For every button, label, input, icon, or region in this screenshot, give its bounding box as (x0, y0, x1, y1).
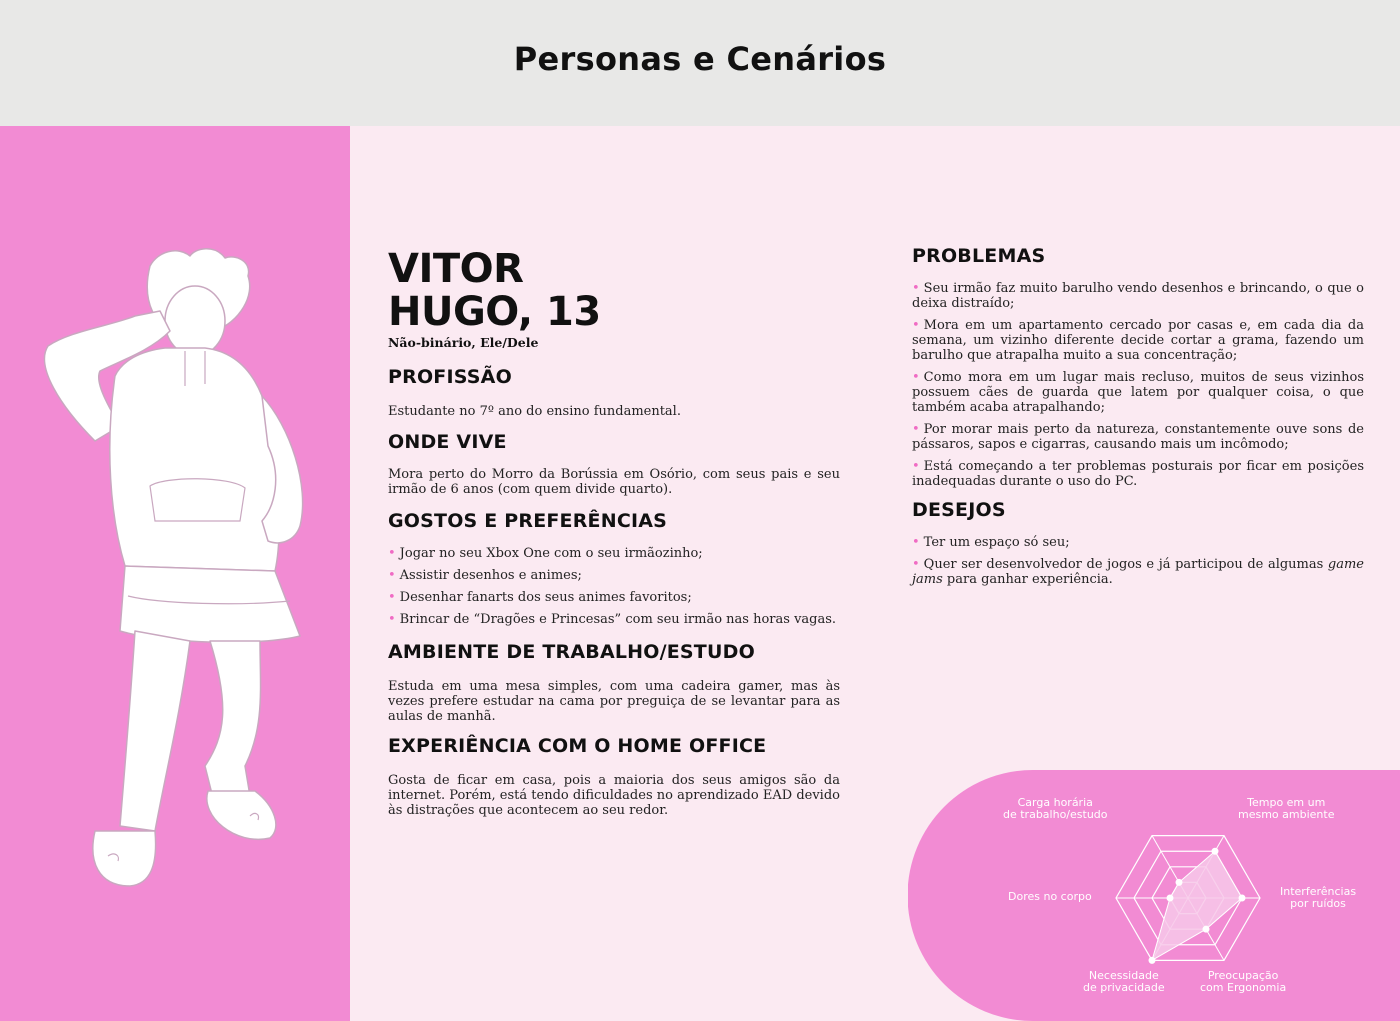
section-text: Estuda em uma mesa simples, com uma cadeira gamer, mas às vezes prefere estudar na cama por preguiça de se levantar para as aulas de manhã. (388, 679, 840, 724)
list-item (912, 557, 1364, 587)
persona-pronouns: Não-binário, Ele/Dele (388, 335, 539, 350)
list-item: • Como mora em um lugar mais recluso, muitos de seus vizinhos possuem cães de guarda que latem por qualquer coisa, o que também acaba atrapalhando; (912, 370, 1364, 415)
section-title: AMBIENTE DE TRABALHO/ESTUDO (388, 641, 755, 663)
section-gostos (388, 510, 840, 634)
list-item: • Brincar de “Dragões e Princesas” com seu irmão nas horas vagas. (388, 612, 840, 627)
list-item: • Desenhar fanarts dos seus animes favoritos; (388, 590, 840, 605)
list-item: • Assistir desenhos e animes; (388, 568, 840, 583)
radar-label-tempo-ambiente: Tempo em um mesmo ambiente (1238, 796, 1335, 821)
section-title: DESEJOS (912, 499, 1006, 521)
persona-last-name-age: HUGO, 13 (388, 289, 601, 335)
section-title: PROFISSÃO (388, 366, 512, 388)
section-desejos (912, 499, 1364, 594)
section-text: Mora perto do Morro da Borússia em Osório, com seus pais e seu irmão de 6 anos (com quem divide quarto). (388, 467, 840, 497)
section-ambiente (388, 641, 840, 724)
section-title: GOSTOS E PREFERÊNCIAS (388, 510, 668, 532)
list-item: • Por morar mais perto da natureza, constantemente ouve sons de pássaros, sapos e cigarras, causando mais um incômodo; (912, 422, 1364, 452)
section-onde-vive (388, 431, 840, 497)
persona-illustration-panel (0, 126, 350, 1021)
list-item: • Ter um espaço só seu; (912, 535, 1364, 550)
section-title: ONDE VIVE (388, 431, 507, 453)
section-profissao (388, 366, 840, 419)
page-title: Personas e Cenários (513, 40, 887, 78)
desejos-list (912, 535, 1364, 587)
radar-data-point (1203, 926, 1210, 933)
radar-data-point (1176, 879, 1183, 886)
radar-label-necessidade: Necessidade de privacidade (1083, 969, 1165, 994)
radar-chart-panel (908, 770, 1400, 1021)
radar-data-point (1149, 957, 1156, 964)
desejo-text: para ganhar experiência. (942, 572, 1113, 587)
persona-illustration (0, 126, 350, 1021)
section-title: PROBLEMAS (912, 245, 1046, 267)
list-item: • Jogar no seu Xbox One com o seu irmãozinho; (388, 546, 840, 561)
section-experiencia (388, 735, 840, 818)
radar-label-interferencias: Interferências por ruídos (1280, 885, 1357, 910)
section-text: Gosta de ficar em casa, pois a maioria dos seus amigos são da internet. Porém, está tendo dificuldades no aprendizado EAD devido às distrações que acontecem ao seu redor. (388, 773, 840, 818)
radar-data-point (1212, 848, 1219, 855)
radar-label-dores: Dores no corpo (1008, 890, 1092, 903)
radar-data-point (1167, 895, 1174, 902)
persona-first-name: VITOR (388, 246, 524, 292)
radar-data-point (1239, 895, 1246, 902)
section-title: EXPERIÊNCIA COM O HOME OFFICE (388, 735, 767, 757)
problemas-list (912, 281, 1364, 489)
desejo-emphasis: game jams (912, 557, 1364, 587)
desejo-text: Quer ser desenvolvedor de jogos e já participou de algumas (923, 557, 1328, 572)
gostos-list (388, 546, 840, 627)
radar-label-carga-horaria: Carga horária de trabalho/estudo (1003, 796, 1108, 821)
page-header (0, 0, 1400, 126)
list-item: • Está começando a ter problemas posturais por ficar em posições inadequadas durante o uso do PC. (912, 459, 1364, 489)
section-text: Estudante no 7º ano do ensino fundamental. (388, 404, 681, 419)
section-problemas (912, 245, 1364, 496)
persona-name (388, 248, 601, 334)
radar-label-preocupacao: Preocupação com Ergonomia (1200, 969, 1287, 994)
list-item: • Seu irmão faz muito barulho vendo desenhos e brincando, o que o deixa distraído; (912, 281, 1364, 311)
list-item: • Mora em um apartamento cercado por casas e, em cada dia da semana, um vizinho diferente decide cortar a grama, fazendo um barulho que atrapalha muito a sua concentração; (912, 318, 1364, 363)
